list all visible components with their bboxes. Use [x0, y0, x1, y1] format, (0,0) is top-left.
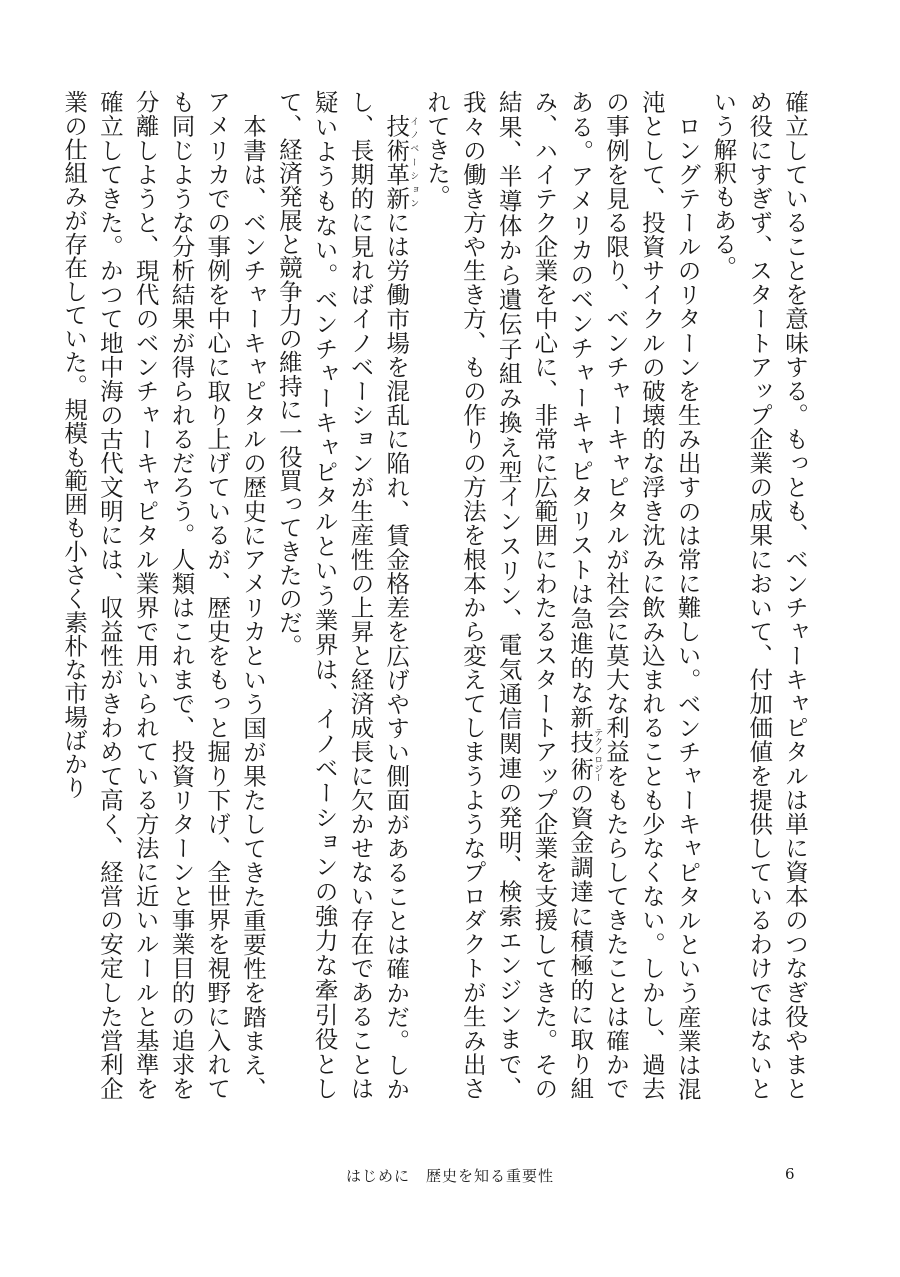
- body-text: [60, 90, 812, 1101]
- ruby-innovation-reading: イノベーション: [408, 113, 419, 210]
- running-footer-title: はじめに 歴史を知る重要性: [345, 1167, 554, 1185]
- ruby-technology: [566, 727, 603, 782]
- paragraph-4: [55, 90, 270, 1100]
- paragraph-2-text-b: の資金調達に積極的に取り組み、ハイテク企業を中心に、非常に広範囲にわたるスタートアップ企業を支援してきた。その結果、半導体から遺伝子組み換え型インスリン、電気通信関連の発明、検索エンジンまで、我々の働き方や生き方、もの作りの方法を根本から変えてしまうようなプロダクトが生み出されてきた。: [423, 90, 595, 1100]
- ruby-innovation: [382, 113, 419, 210]
- paragraph-1-text: 確立していることを意味する。もっとも、ベンチャーキャピタルは単に資本のつなぎ役やまとめ役にすぎず、スタートアップ企業の成果において、付加価値を提供しているわけではないという解釈もある。: [709, 90, 809, 1100]
- paragraph-4-text: 本書は、ベンチャーキャピタルの歴史にアメリカという国が果たしてきた重要性を踏まえ、アメリカでの事例を中心に取り上げているが、歴史をもっと掘り下げ、全世界を視野に入れても同じような分析結果が得られるだろう。人類はこれまで、投資リターンと事業目的の追求を分離しようと、現代のベンチャーキャピタル業界で用いられている方法に近いルールと基準を確立してきた。かつて地中海の古代文明には、収益性がきわめて高く、経営の安定した営利企業の仕組みが存在していた。規模も範囲も小さく素朴な市場ばかり: [60, 90, 268, 1100]
- ruby-technology-reading: テクノロジー: [592, 727, 603, 782]
- ruby-innovation-base: 技術革新: [382, 113, 411, 210]
- ruby-technology-base: 技術: [566, 727, 595, 782]
- paragraph-2-text-a: ロングテールのリターンを生み出すのは常に難しい。ベンチャーキャピタルという産業は混沌として、投資サイクルの破壊的な浮き沈みに飲み込まれることも少なくない。しかし、過去の事例を見る限り、ベンチャーキャピタルが社会に莫大な利益をもたらしてきたことは確かである。アメリカのベンチャーキャピタリストは急進的な新: [566, 90, 702, 1100]
- paragraph-2: [418, 90, 704, 1100]
- paragraph-3: [270, 90, 418, 1100]
- page-number: 6: [785, 1165, 795, 1183]
- paragraph-1: [705, 90, 812, 1100]
- paragraph-3-text: には労働市場を混乱に陥れ、賃金格差を広げやすい側面があることは確かだ。しかし、長期的に見ればイノベーションが生産性の上昇と経済成長に欠かせない存在であることは疑いようもない。ベンチャーキャピタルという業界は、イノベーションの強力な牽引役として、経済発展と競争力の維持に一役買ってきたのだ。: [274, 90, 411, 1101]
